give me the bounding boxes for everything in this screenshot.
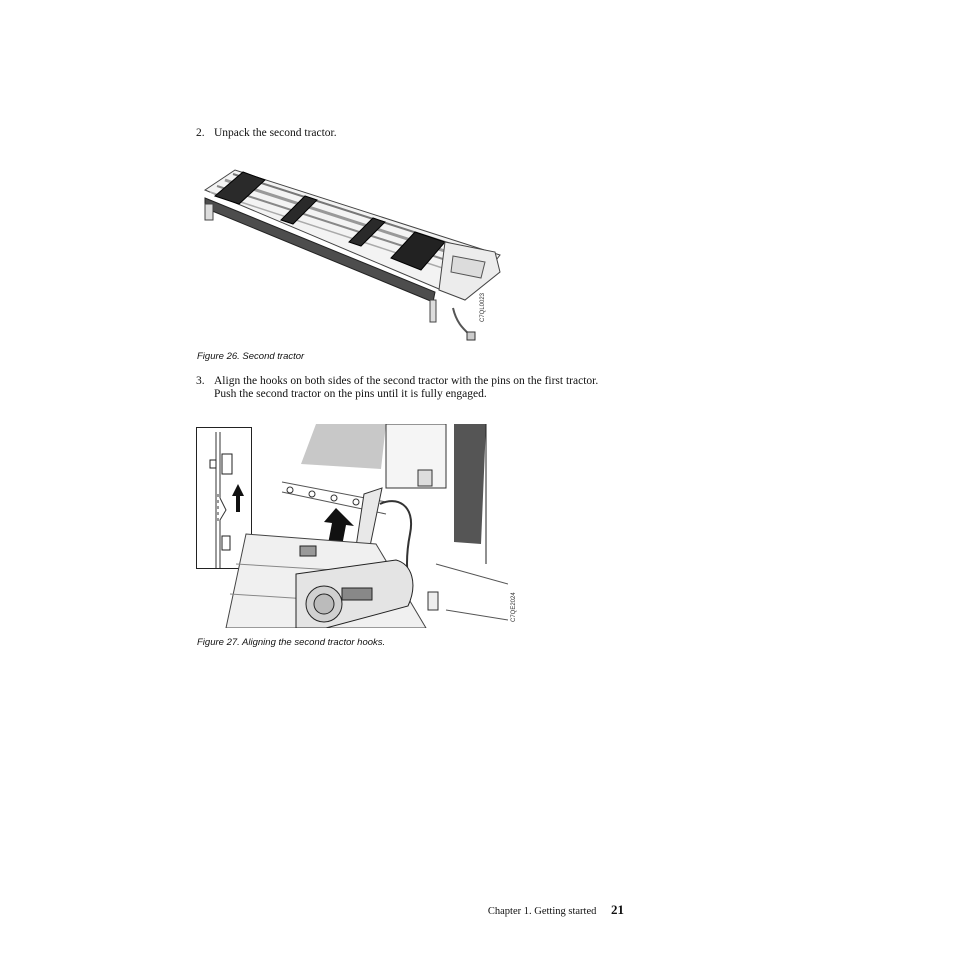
figure-code: C7QE2024 <box>511 592 517 622</box>
step-text: Align the hooks on both sides of the second tractor with the pins on the first tractor. Push the second tractor on the pins until it is fully engaged. <box>214 375 599 400</box>
step-text: Unpack the second tractor. <box>214 127 337 139</box>
page-number: 21 <box>611 902 624 917</box>
step-number: 3. <box>196 375 205 387</box>
figure-caption: Figure 26. Second tractor <box>197 351 305 362</box>
page-footer <box>488 902 624 918</box>
chapter-title: Chapter 1. Getting started <box>487 906 597 917</box>
figure-code: C7QL0023 <box>480 292 486 322</box>
step-number: 2. <box>196 127 205 139</box>
aligning-hooks-illustration <box>196 424 508 628</box>
second-tractor-illustration <box>195 160 505 348</box>
figure-caption: Figure 27. Aligning the second tractor hooks. <box>197 637 386 648</box>
